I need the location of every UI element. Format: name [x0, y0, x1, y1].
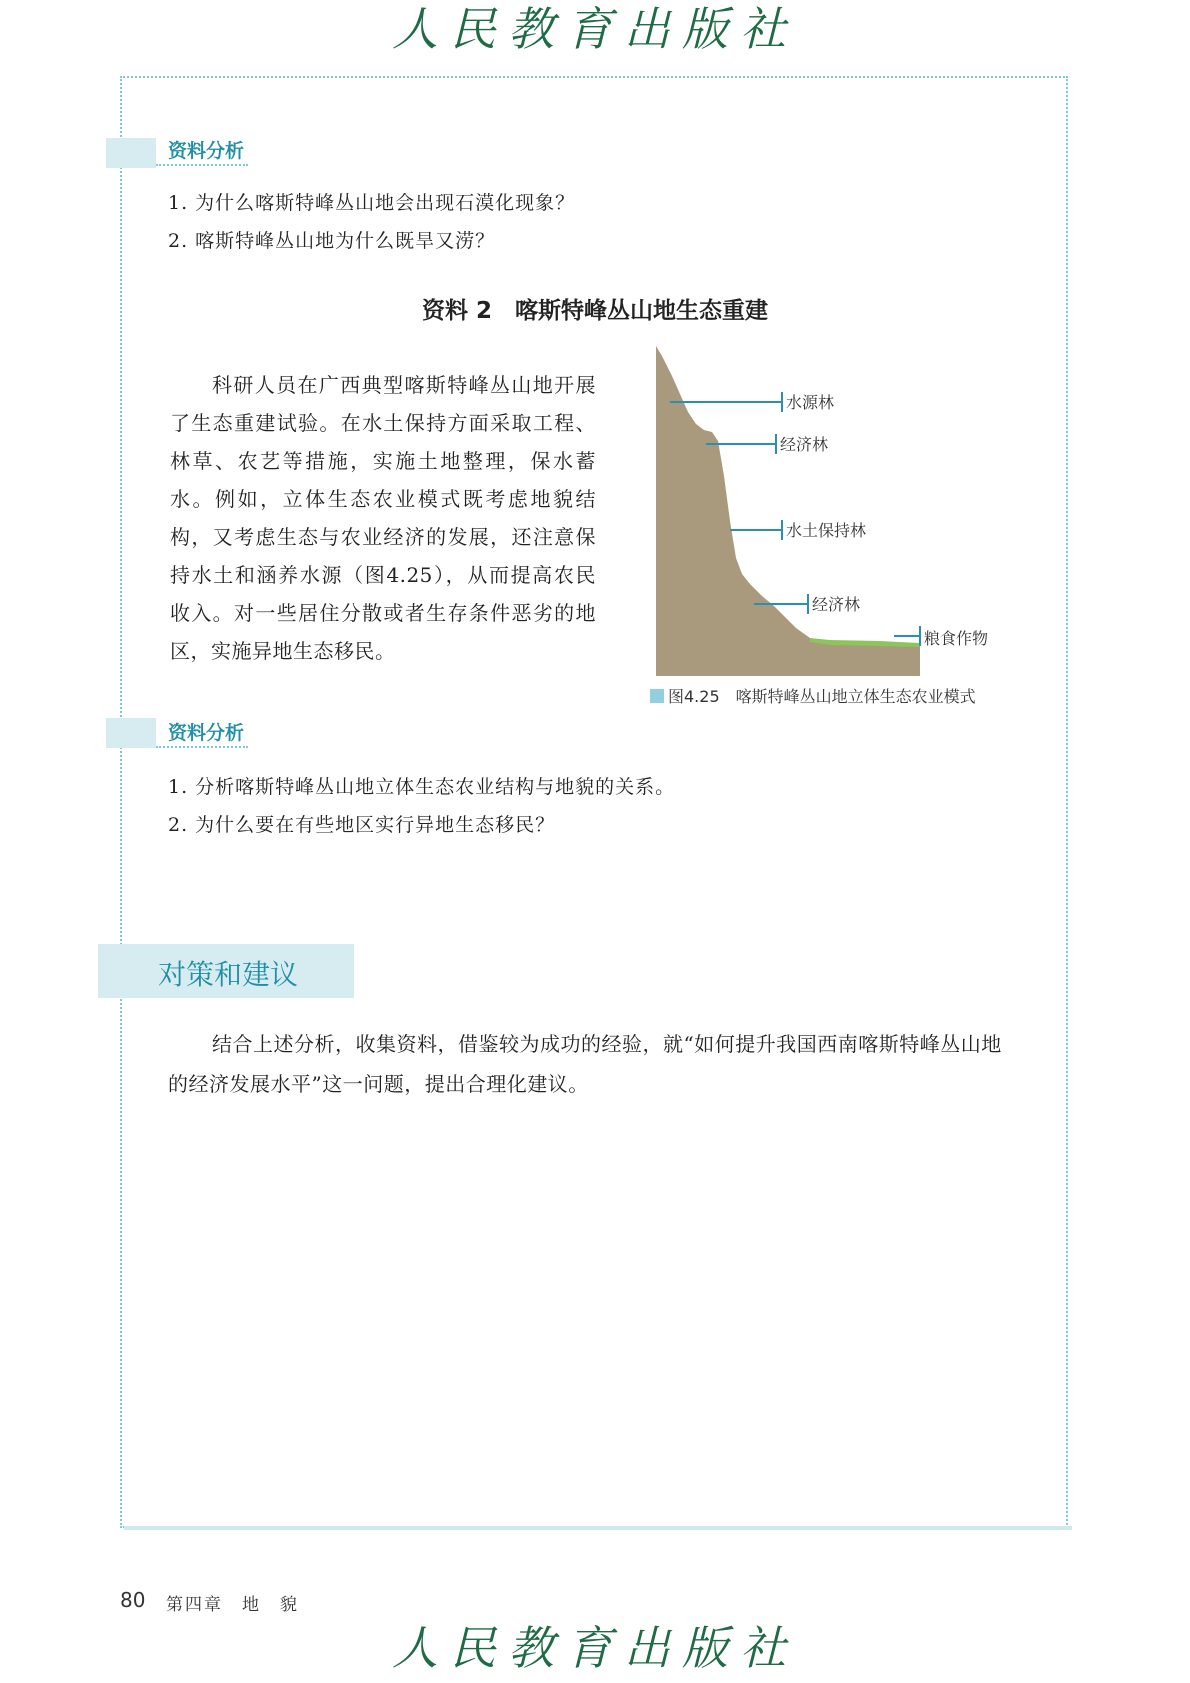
label-economic-forest-upper: 经济林 [780, 435, 829, 454]
question-2-2: 2. 为什么要在有些地区实行异地生态移民？ [168, 814, 556, 836]
figure-caption [650, 684, 976, 707]
analysis-underline-2 [156, 746, 248, 748]
question-1-1: 1. 为什么喀斯特峰丛山地会出现石漠化现象？ [168, 192, 576, 214]
label-source-forest: 水源林 [786, 393, 835, 412]
label-conservation-forest: 水土保持林 [786, 521, 867, 540]
page-number: 80 [120, 1588, 146, 1612]
label-food-crops: 粮食作物 [924, 629, 989, 648]
material-2-paragraph: 科研人员在广西典型喀斯特峰丛山地开展了生态重建试验。在水土保持方面采取工程、林草、农艺等措施，实施土地整理，保水蓄水。例如，立体生态农业模式既考虑地貌结构，又考虑生态与农业经济的发展，还注意保持水土和涵养水源（图4.25），从而提高农民收入。对一些居住分散或者生存条件恶劣的地区，实施异地生态移民。 [170, 373, 596, 663]
question-1-2: 2. 喀斯特峰丛山地为什么既旱又涝？ [168, 230, 496, 252]
caption-marker-icon [650, 689, 664, 703]
analysis-underline-1 [156, 164, 248, 166]
suggestions-heading: 对策和建议 [158, 958, 299, 991]
publisher-logo-top: 人民教育出版社 [392, 2, 798, 56]
analysis-tag-marker-2 [106, 718, 156, 748]
material-2-title: 资料 2 喀斯特峰丛山地生态重建 [421, 298, 768, 324]
frame-shadow [124, 1526, 1072, 1530]
analysis-tag-marker-1 [106, 138, 156, 168]
analysis-heading-2: 资料分析 [168, 722, 245, 744]
suggestions-paragraph: 结合上述分析，收集资料，借鉴较为成功的经验，就“如何提升我国西南喀斯特峰丛山地的经济发展水平”这一问题，提出合理化建议。 [168, 1032, 1002, 1096]
publisher-logo-bottom: 人民教育出版社 [392, 1621, 798, 1675]
analysis-heading-1: 资料分析 [168, 140, 245, 162]
chapter-title: 第四章 地 貌 [166, 1595, 299, 1615]
figure-4-25 [650, 346, 1028, 676]
label-economic-forest-lower: 经济林 [812, 595, 861, 614]
question-2-1: 1. 分析喀斯特峰丛山地立体生态农业结构与地貌的关系。 [168, 776, 676, 798]
figure-caption-text: 图4.25 喀斯特峰丛山地立体生态农业模式 [668, 687, 976, 706]
